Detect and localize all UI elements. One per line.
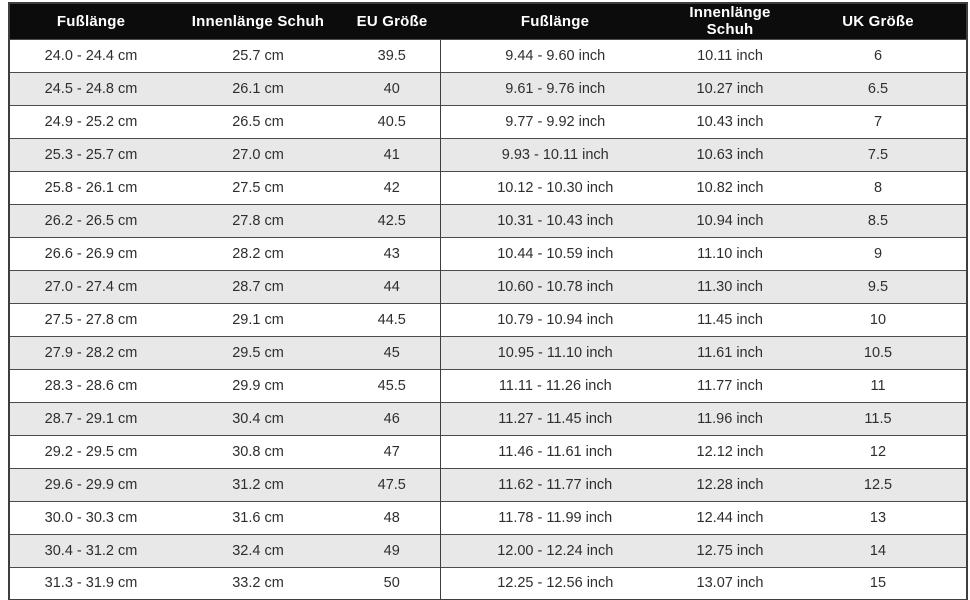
table-row: [9, 204, 967, 237]
table-cell: 9.93 - 10.11 inch: [440, 138, 670, 171]
table-row: [9, 402, 967, 435]
table-cell: 9: [790, 237, 967, 270]
table-cell: 7: [790, 105, 967, 138]
table-cell: 26.6 - 26.9 cm: [9, 237, 172, 270]
table-cell: 39.5: [344, 39, 440, 72]
col-header-inner-length-inch: Innenlänge Schuh: [670, 3, 790, 39]
table-row: [9, 72, 967, 105]
table-row: [9, 39, 967, 72]
table-cell: 10.63 inch: [670, 138, 790, 171]
table-cell: 10.31 - 10.43 inch: [440, 204, 670, 237]
table-cell: 13.07 inch: [670, 567, 790, 600]
table-cell: 9.5: [790, 270, 967, 303]
table-cell: 12: [790, 435, 967, 468]
col-header-foot-length-cm: Fußlänge: [9, 3, 172, 39]
table-cell: 10.79 - 10.94 inch: [440, 303, 670, 336]
table-cell: 27.5 - 27.8 cm: [9, 303, 172, 336]
table-cell: 13: [790, 501, 967, 534]
table-row: [9, 501, 967, 534]
table-cell: 10.94 inch: [670, 204, 790, 237]
table-cell: 43: [344, 237, 440, 270]
table-cell: 28.7 - 29.1 cm: [9, 402, 172, 435]
table-cell: 40: [344, 72, 440, 105]
table-cell: 30.4 cm: [172, 402, 344, 435]
table-cell: 12.5: [790, 468, 967, 501]
table-cell: 26.5 cm: [172, 105, 344, 138]
table-cell: 25.8 - 26.1 cm: [9, 171, 172, 204]
table-cell: 11.10 inch: [670, 237, 790, 270]
table-cell: 33.2 cm: [172, 567, 344, 600]
table-cell: 49: [344, 534, 440, 567]
table-cell: 27.9 - 28.2 cm: [9, 336, 172, 369]
table-row: [9, 468, 967, 501]
table-cell: 8: [790, 171, 967, 204]
table-cell: 10.5: [790, 336, 967, 369]
table-cell: 7.5: [790, 138, 967, 171]
table-cell: 11.96 inch: [670, 402, 790, 435]
table-cell: 31.3 - 31.9 cm: [9, 567, 172, 600]
table-cell: 29.5 cm: [172, 336, 344, 369]
table-cell: 29.2 - 29.5 cm: [9, 435, 172, 468]
table-cell: 45: [344, 336, 440, 369]
table-cell: 6: [790, 39, 967, 72]
table-row: [9, 567, 967, 600]
col-header-uk-size: UK Größe: [790, 3, 967, 39]
table-cell: 28.7 cm: [172, 270, 344, 303]
table-cell: 11.27 - 11.45 inch: [440, 402, 670, 435]
size-conversion-table-wrapper: [8, 2, 966, 599]
table-row: [9, 534, 967, 567]
table-cell: 11.78 - 11.99 inch: [440, 501, 670, 534]
table-cell: 40.5: [344, 105, 440, 138]
table-cell: 26.1 cm: [172, 72, 344, 105]
table-cell: 42.5: [344, 204, 440, 237]
table-cell: 10.82 inch: [670, 171, 790, 204]
table-cell: 12.25 - 12.56 inch: [440, 567, 670, 600]
col-header-inner-length-cm: Innenlänge Schuh: [172, 3, 344, 39]
table-cell: 11.45 inch: [670, 303, 790, 336]
table-cell: 25.7 cm: [172, 39, 344, 72]
table-row: [9, 303, 967, 336]
table-cell: 24.5 - 24.8 cm: [9, 72, 172, 105]
table-cell: 25.3 - 25.7 cm: [9, 138, 172, 171]
table-cell: 28.2 cm: [172, 237, 344, 270]
table-cell: 10.11 inch: [670, 39, 790, 72]
table-cell: 42: [344, 171, 440, 204]
header-row: [9, 3, 967, 39]
table-cell: 31.6 cm: [172, 501, 344, 534]
table-cell: 41: [344, 138, 440, 171]
table-row: [9, 336, 967, 369]
table-row: [9, 237, 967, 270]
size-conversion-table: [8, 2, 968, 600]
table-cell: 10.44 - 10.59 inch: [440, 237, 670, 270]
table-cell: 44: [344, 270, 440, 303]
table-cell: 12.28 inch: [670, 468, 790, 501]
table-cell: 48: [344, 501, 440, 534]
table-cell: 29.9 cm: [172, 369, 344, 402]
table-cell: 6.5: [790, 72, 967, 105]
table-cell: 44.5: [344, 303, 440, 336]
table-cell: 30.4 - 31.2 cm: [9, 534, 172, 567]
table-cell: 26.2 - 26.5 cm: [9, 204, 172, 237]
table-cell: 27.5 cm: [172, 171, 344, 204]
table-row: [9, 369, 967, 402]
table-cell: 24.9 - 25.2 cm: [9, 105, 172, 138]
table-cell: 50: [344, 567, 440, 600]
table-cell: 11.11 - 11.26 inch: [440, 369, 670, 402]
table-cell: 10: [790, 303, 967, 336]
table-cell: 11.61 inch: [670, 336, 790, 369]
table-cell: 47: [344, 435, 440, 468]
table-cell: 27.0 - 27.4 cm: [9, 270, 172, 303]
table-cell: 10.27 inch: [670, 72, 790, 105]
table-cell: 29.1 cm: [172, 303, 344, 336]
table-cell: 31.2 cm: [172, 468, 344, 501]
table-row: [9, 435, 967, 468]
table-row: [9, 270, 967, 303]
table-cell: 12.75 inch: [670, 534, 790, 567]
table-cell: 47.5: [344, 468, 440, 501]
table-cell: 11: [790, 369, 967, 402]
table-cell: 11.30 inch: [670, 270, 790, 303]
table-cell: 12.00 - 12.24 inch: [440, 534, 670, 567]
table-cell: 10.60 - 10.78 inch: [440, 270, 670, 303]
table-cell: 9.44 - 9.60 inch: [440, 39, 670, 72]
col-header-foot-length-inch: Fußlänge: [440, 3, 670, 39]
table-header: [9, 3, 967, 39]
table-cell: 12.44 inch: [670, 501, 790, 534]
table-cell: 28.3 - 28.6 cm: [9, 369, 172, 402]
table-cell: 9.61 - 9.76 inch: [440, 72, 670, 105]
table-cell: 14: [790, 534, 967, 567]
table-cell: 11.46 - 11.61 inch: [440, 435, 670, 468]
table-cell: 29.6 - 29.9 cm: [9, 468, 172, 501]
table-cell: 24.0 - 24.4 cm: [9, 39, 172, 72]
table-row: [9, 105, 967, 138]
table-cell: 10.43 inch: [670, 105, 790, 138]
table-cell: 27.8 cm: [172, 204, 344, 237]
table-cell: 11.62 - 11.77 inch: [440, 468, 670, 501]
table-cell: 30.0 - 30.3 cm: [9, 501, 172, 534]
table-row: [9, 171, 967, 204]
col-header-eu-size: EU Größe: [344, 3, 440, 39]
table-cell: 30.8 cm: [172, 435, 344, 468]
table-cell: 8.5: [790, 204, 967, 237]
table-row: [9, 138, 967, 171]
table-cell: 9.77 - 9.92 inch: [440, 105, 670, 138]
table-cell: 10.95 - 11.10 inch: [440, 336, 670, 369]
table-body: [9, 39, 967, 600]
table-cell: 11.77 inch: [670, 369, 790, 402]
table-cell: 10.12 - 10.30 inch: [440, 171, 670, 204]
table-cell: 32.4 cm: [172, 534, 344, 567]
table-cell: 27.0 cm: [172, 138, 344, 171]
table-cell: 15: [790, 567, 967, 600]
table-cell: 45.5: [344, 369, 440, 402]
table-cell: 12.12 inch: [670, 435, 790, 468]
table-cell: 46: [344, 402, 440, 435]
table-cell: 11.5: [790, 402, 967, 435]
